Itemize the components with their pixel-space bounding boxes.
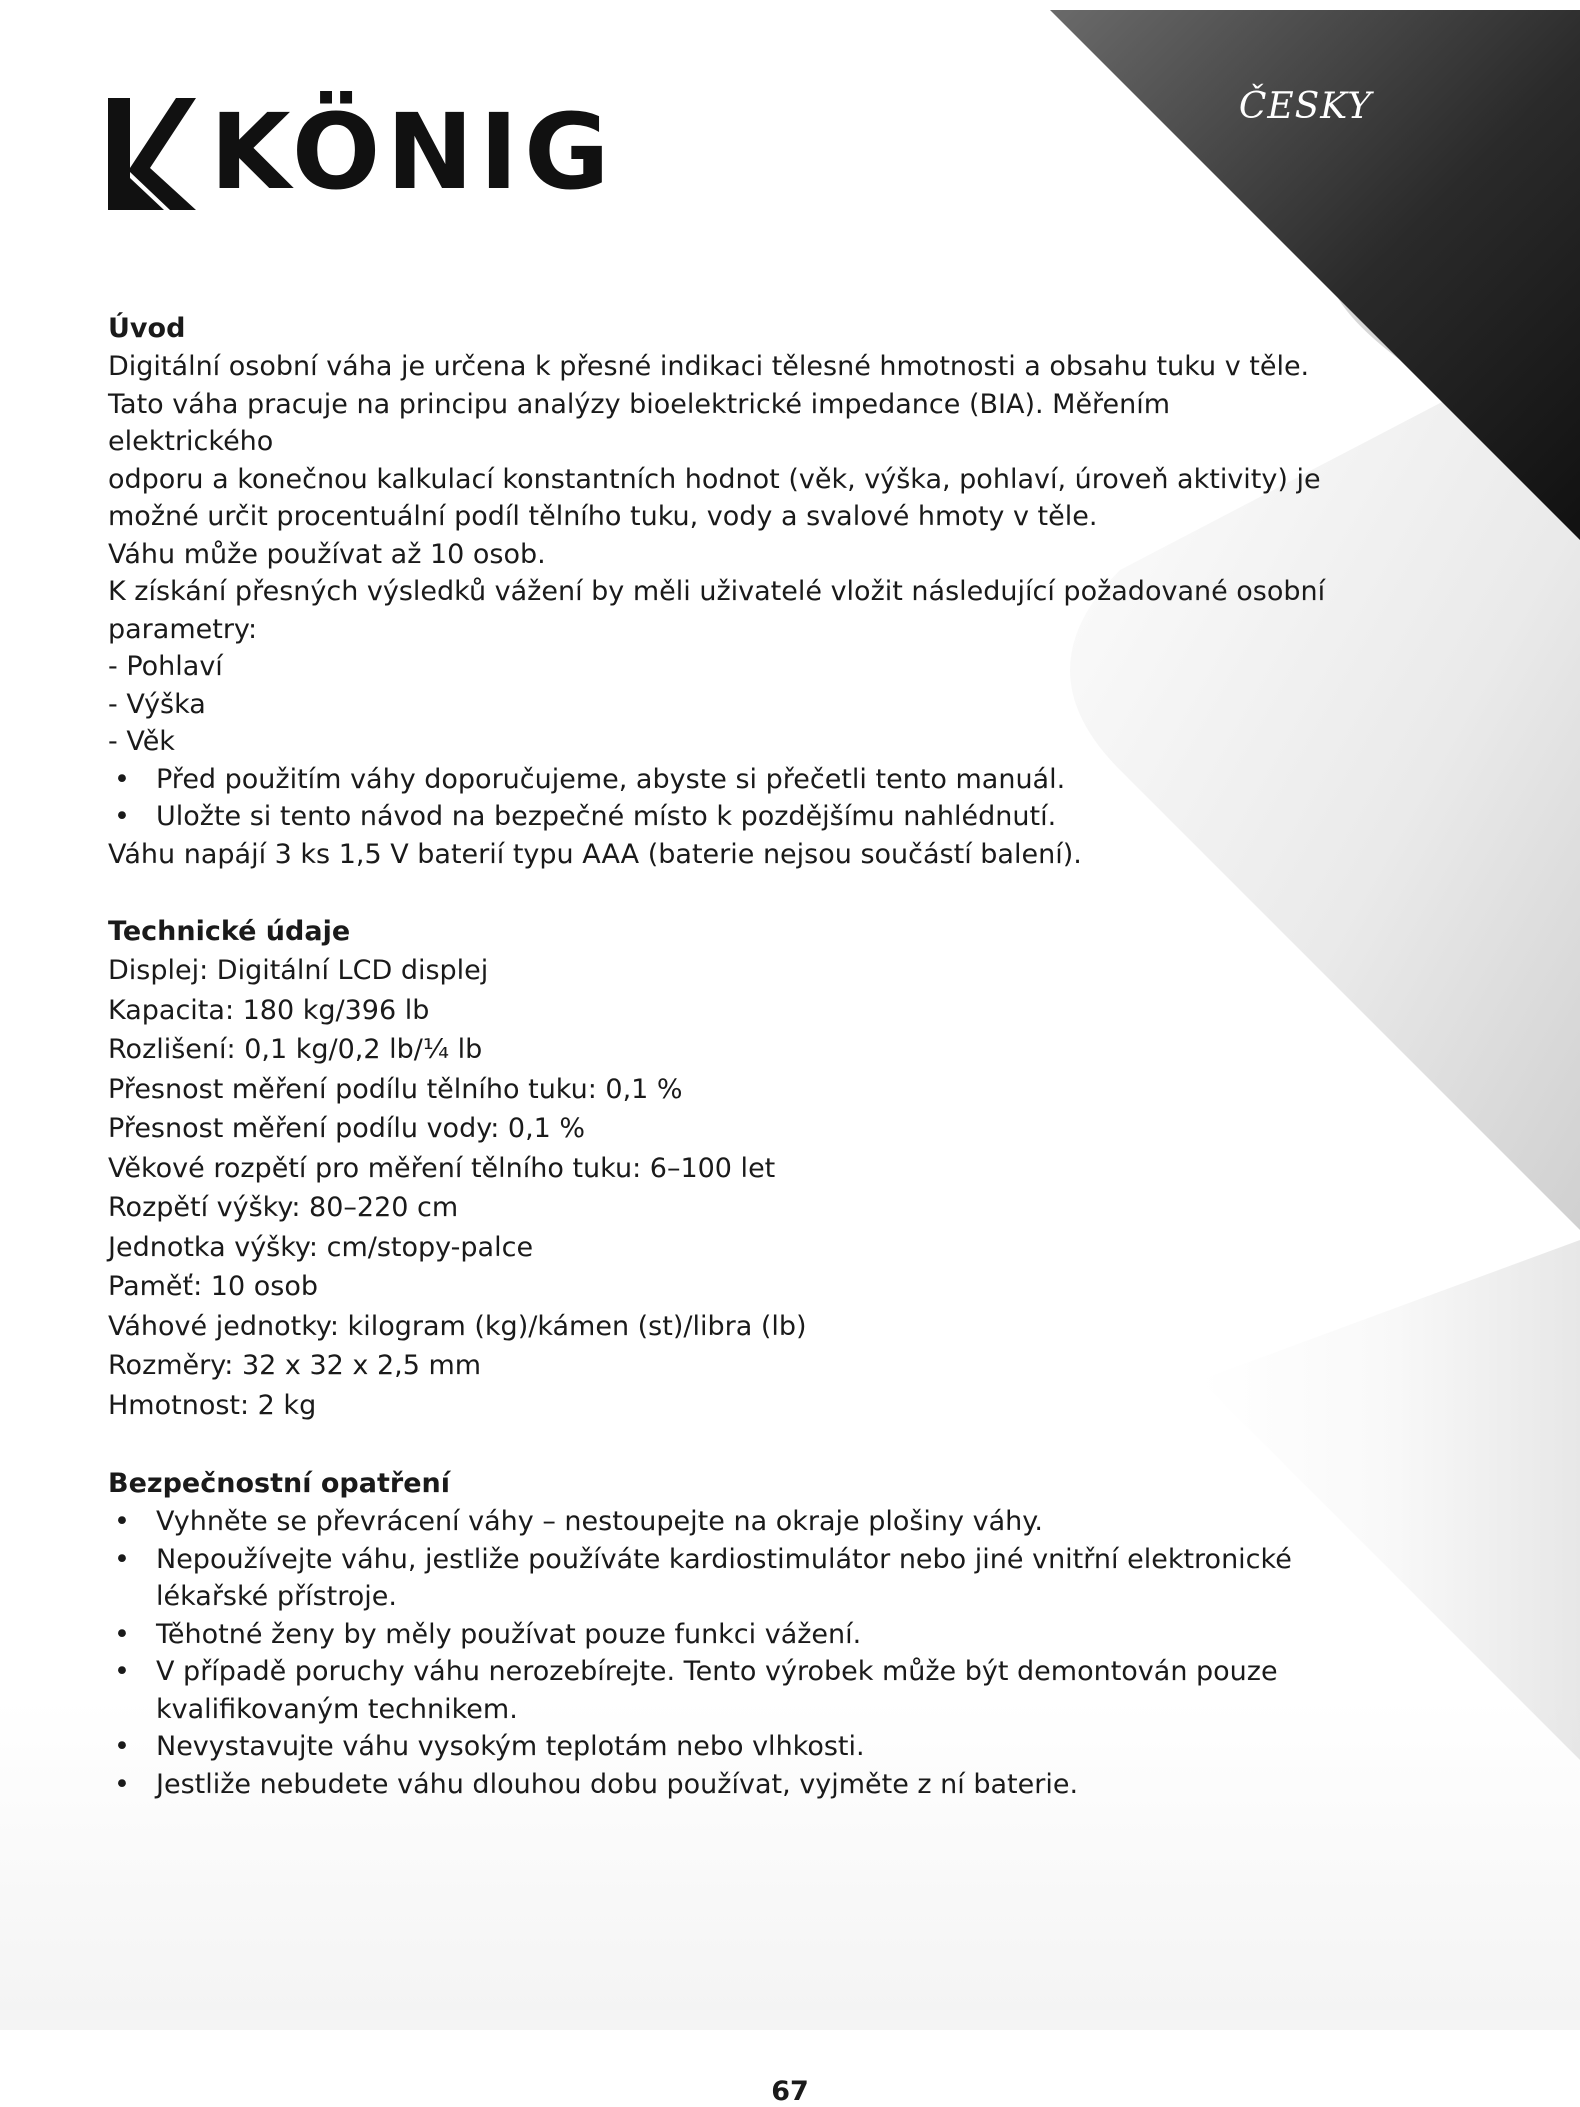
intro-line: K získání přesných výsledků vážení by měli uživatelé vložit následující požadované osobní: [108, 576, 1326, 607]
safety-bullet: • Nepoužívejte váhu, jestliže používáte kardiostimulátor nebo jiné vnitřní elektronické lékařské přístroje.: [108, 1541, 1306, 1616]
specs-heading: Technické údaje: [108, 916, 351, 947]
intro-line: odporu a konečnou kalkulací konstantních hodnot (věk, výška, pohlaví, úroveň aktivity) je: [108, 463, 1321, 495]
safety-bullet: • V případě poruchy váhu nerozebírejte. Tento výrobek může být demontován pouze kvalifikovaným technikem.: [108, 1653, 1306, 1728]
intro-line: Tato váha pracuje na principu analýzy bioelektrické impedance (BIA). Měřením elektrického: [108, 388, 1171, 457]
brand-name: KÖNIG: [210, 91, 616, 213]
spec-item: Rozměry: 32 x 32 x 2,5 mm: [108, 1350, 482, 1381]
spec-item: Rozlišení: 0,1 kg/0,2 lb/¼ lb: [108, 1034, 483, 1065]
spec-item: Hmotnost: 2 kg: [108, 1389, 317, 1421]
language-label: ČESKY: [1238, 86, 1372, 127]
intro-line: parametry:: [108, 613, 258, 645]
spec-item: Displej: Digitální LCD displej: [108, 955, 489, 986]
intro-heading: Úvod: [108, 313, 186, 344]
intro-line: Váhu může používat až 10 osob.: [108, 538, 546, 570]
intro-bullet: • Uložte si tento návod na bezpečné místo k pozdějšímu nahlédnutí.: [108, 798, 1338, 836]
logo-mark-icon: [108, 98, 196, 210]
spec-item: Váhové jednotky: kilogram (kg)/kámen (st)/libra (lb): [108, 1310, 807, 1342]
spec-item: Věkové rozpětí pro měření tělního tuku: 6–100 let: [108, 1152, 776, 1184]
page-number: 67: [771, 2076, 809, 2107]
spec-item: Přesnost měření podílu vody: 0,1 %: [108, 1113, 586, 1144]
spec-item: Paměť: 10 osob: [108, 1271, 318, 1302]
param-item: - Pohlaví: [108, 651, 223, 682]
safety-bullet: • Jestliže nebudete váhu dlouhou dobu používat, vyjměte z ní baterie.: [108, 1766, 1338, 1804]
spec-item: Přesnost měření podílu tělního tuku: 0,1 %: [108, 1073, 683, 1105]
param-item: - Věk: [108, 726, 175, 757]
intro-bullet: • Před použitím váhy doporučujeme, abyste si přečetli tento manuál.: [108, 761, 1338, 799]
konig-logo: [108, 91, 616, 213]
spec-item: Jednotka výšky: cm/stopy-palce: [108, 1231, 534, 1263]
spec-item: Rozpětí výšky: 80–220 cm: [108, 1192, 459, 1223]
battery-note: Váhu napájí 3 ks 1,5 V baterií typu AAA (baterie nejsou součástí balení).: [108, 838, 1082, 870]
safety-bullet: • Těhotné ženy by měly používat pouze funkci vážení.: [108, 1616, 1338, 1654]
safety-heading: Bezpečnostní opatření: [108, 1468, 450, 1499]
safety-bullet: • Vyhněte se převrácení váhy – nestoupejte na okraje plošiny váhy.: [108, 1503, 1338, 1541]
param-item: - Výška: [108, 688, 206, 720]
safety-bullet: • Nevystavujte váhu vysokým teplotám nebo vlhkosti.: [108, 1728, 1338, 1766]
document-body: [108, 310, 1338, 1803]
intro-line: možné určit procentuální podíl tělního tuku, vody a svalové hmoty v těle.: [108, 501, 1098, 532]
spec-item: Kapacita: 180 kg/396 lb: [108, 994, 430, 1026]
intro-line: Digitální osobní váha je určena k přesné indikaci tělesné hmotnosti a obsahu tuku v těle.: [108, 351, 1310, 382]
